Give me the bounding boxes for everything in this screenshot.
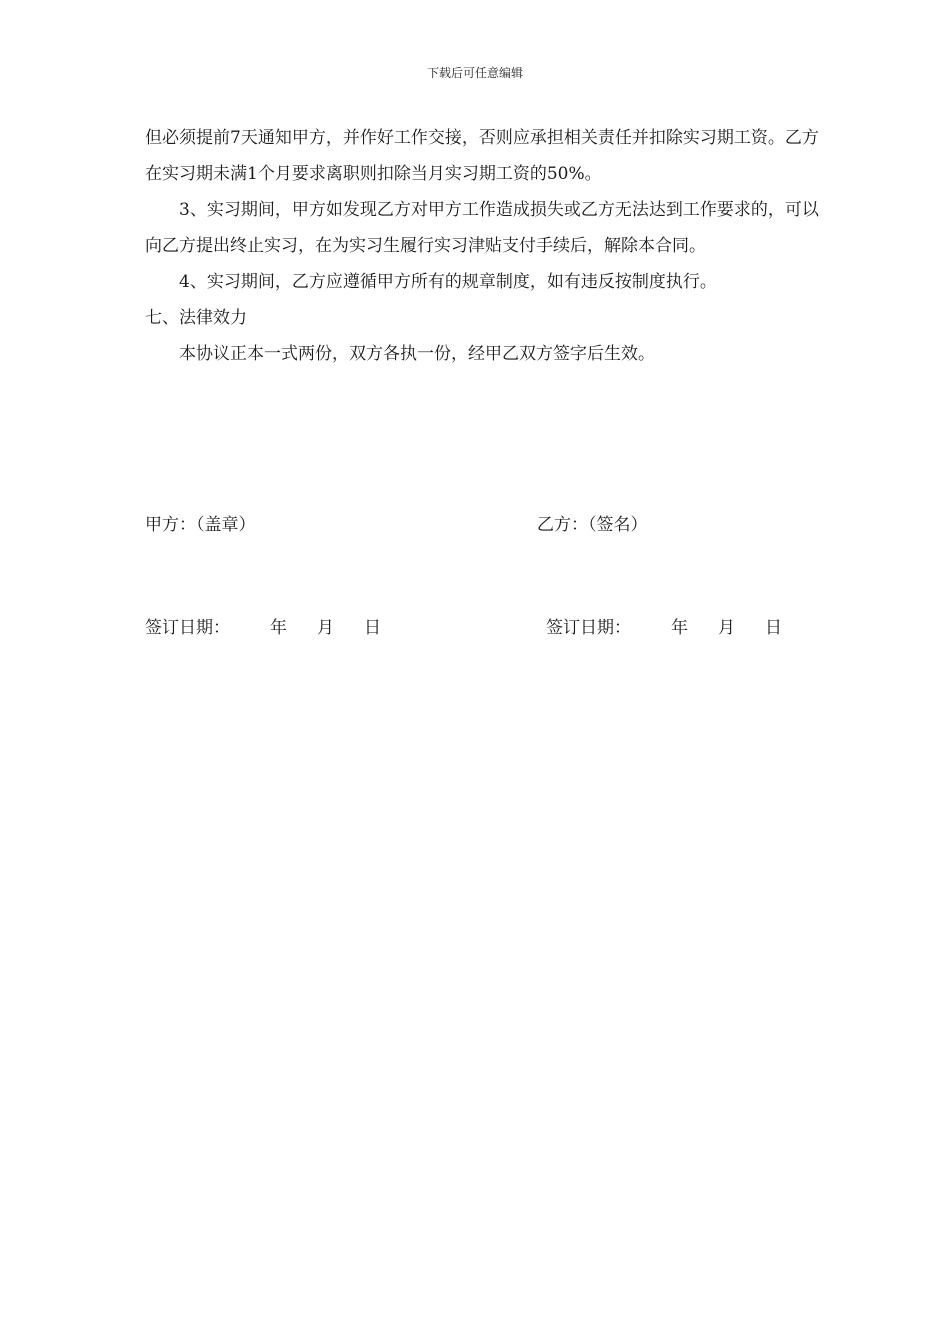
page-header: 下载后可任意编辑 xyxy=(426,66,523,80)
paragraph-rules-clause: 4、实习期间，乙方应遵循甲方所有的规章制度，如有违反按制度执行。 xyxy=(179,272,717,292)
date-month-unit: 月 xyxy=(317,618,334,638)
signing-date-row xyxy=(145,613,835,643)
date-label: 签订日期： xyxy=(546,618,631,638)
date-label: 签订日期： xyxy=(145,618,230,638)
date-year-unit: 年 xyxy=(671,618,688,638)
date-year-unit: 年 xyxy=(270,618,287,638)
paragraph-legal-effect: 本协议正本一式两份，双方各执一份，经甲乙双方签字后生效。 xyxy=(179,344,655,364)
paragraph-resignation-notice: 但必须提前7天通知甲方，并作好工作交接，否则应承担相关责任并扣除实习期工资。乙方在实习期未满1个月要求离职则扣除当月实习期工资的50%。 xyxy=(145,128,819,184)
party-a-signing-date xyxy=(145,613,381,643)
party-b-signing-date xyxy=(546,613,782,643)
party-b-signature-label: 乙方：（签名） xyxy=(537,515,648,535)
document-body xyxy=(145,120,835,372)
section-heading-legal-effect: 七、法律效力 xyxy=(145,308,247,328)
date-day-unit: 日 xyxy=(364,618,381,638)
party-a-seal-label: 甲方：（盖章） xyxy=(145,515,256,535)
paragraph-termination-clause: 3、实习期间，甲方如发现乙方对甲方工作造成损失或乙方无法达到工作要求的，可以向乙方提出终止实习，在为实习生履行实习津贴支付手续后，解除本合同。 xyxy=(145,200,819,256)
date-month-unit: 月 xyxy=(718,618,735,638)
signature-parties-row xyxy=(145,510,835,540)
date-day-unit: 日 xyxy=(765,618,782,638)
